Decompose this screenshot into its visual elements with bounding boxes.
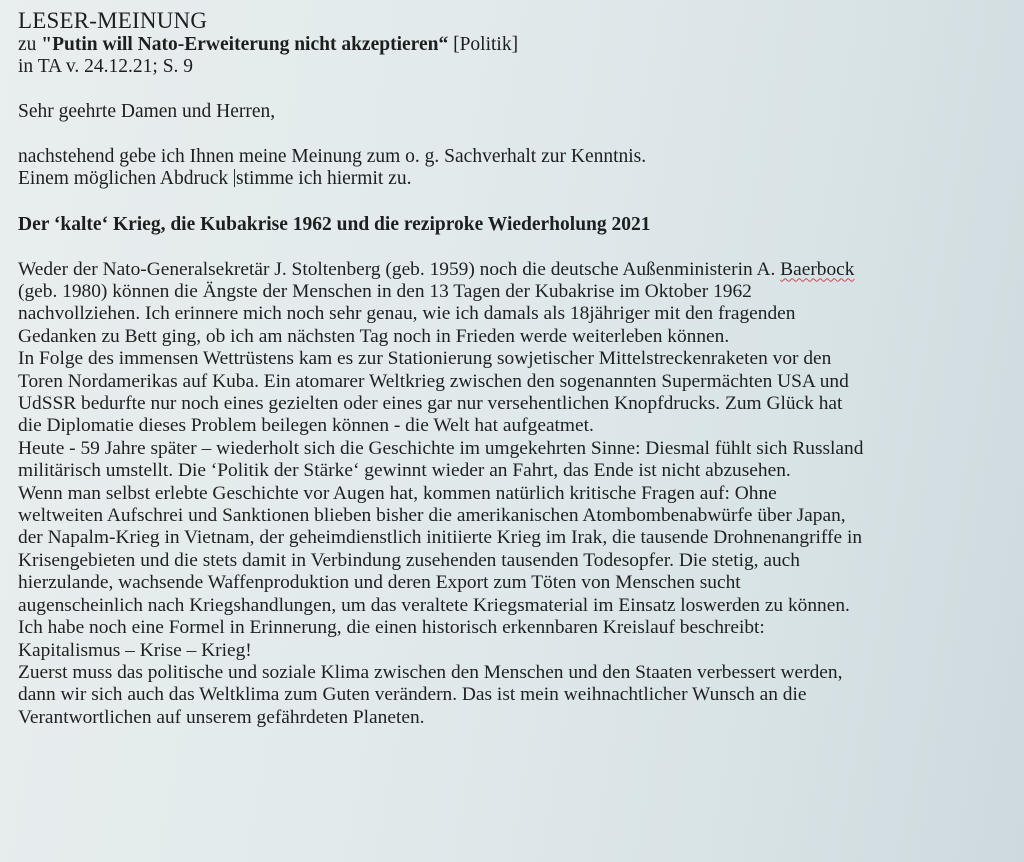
article-title: "Putin will Nato-Erweiterung nicht akzeptieren“ — [41, 34, 449, 55]
intro-line-1: nachstehend gebe ich Ihnen meine Meinung zum o. g. Sachverhalt zur Kenntnis. — [18, 146, 647, 168]
salutation: Sehr geehrte Damen und Herren, — [18, 101, 276, 122]
text-cursor-icon — [234, 169, 235, 187]
body-line-first — [18, 259, 1014, 281]
reference-prefix: zu — [18, 34, 42, 55]
body-line: Verantwortlichen auf unserem gefährdeten Planeten. — [18, 706, 425, 728]
body-line: Ich habe noch eine Formel in Erinnerung, die einen historisch erkennbaren Kreislauf beschreibt: — [18, 617, 765, 639]
body-line: Gedanken zu Bett ging, ob ich am nächsten Tag noch in Frieden werde weiterleben können. — [18, 325, 730, 347]
article-reference — [18, 34, 1014, 56]
document-page — [18, 8, 1014, 729]
intro-line-2 — [18, 168, 1014, 190]
body-line: Kapitalismus – Krise – Krieg! — [18, 639, 252, 661]
intro-line-2-end: stimme ich hiermit zu. — [236, 168, 412, 190]
body-line: Krisengebieten und die stets damit in Verbindung zusehenden tausenden Todesopfer. Die stetig, auch — [18, 549, 800, 571]
body-line: die Diplomatie dieses Problem beilegen können - die Welt hat aufgeatmet. — [18, 415, 594, 437]
source-reference: in TA v. 24.12.21; S. 9 — [18, 56, 194, 77]
body-line: weltweiten Aufschrei und Sanktionen blieben bisher die amerikanischen Atombombenabwürfe über Japan, — [18, 505, 846, 527]
body-line: Zuerst muss das politische und soziale Klima zwischen den Menschen und den Staaten verbessert werden, — [18, 661, 843, 683]
spellcheck-flagged-word: Baerbock — [780, 258, 855, 280]
body-line: (geb. 1980) können die Ängste der Menschen in den 13 Tagen der Kubakrise im Oktober 1962 — [18, 281, 752, 303]
article-section: [Politik] — [448, 34, 519, 55]
body-line: nachvollziehen. Ich erinnere mich noch sehr genau, wie ich damals als 18jähriger mit den fragenden — [18, 303, 796, 325]
body-line: Heute - 59 Jahre später – wiederholt sich die Geschichte im umgekehrten Sinne: Diesmal fühlt sich Russland — [18, 437, 864, 459]
body-line: UdSSR bedurfte nur noch eines gezielten oder eines gar nur versehentlichen Knopfdrucks. Zum Glück hat — [18, 393, 843, 415]
body-line: dann wir sich auch das Weltklima zum Guten verändern. Das ist mein weihnachtlicher Wunsch an die — [18, 684, 807, 706]
body-line: Wenn man selbst erlebte Geschichte vor Augen hat, kommen natürlich kritische Fragen auf: Ohne — [18, 482, 777, 504]
body-line: In Folge des immensen Wettrüstens kam es zur Stationierung sowjetischer Mittelstreckenraketen vor den — [18, 348, 832, 370]
body-line: der Napalm-Krieg in Vietnam, der geheimdienstlich initiierte Krieg im Irak, die tausende Drohnenangriffe in — [18, 527, 863, 549]
intro-line-2-start: Einem möglichen Abdruck — [18, 168, 233, 190]
body-line-first-text: Weder der Nato-Generalsekretär J. Stoltenberg (geb. 1959) noch die deutsche Außenministerin A. — [18, 258, 781, 280]
letter-title: LESER-MEINUNG — [18, 8, 208, 33]
letter-heading: Der ‘kalte‘ Krieg, die Kubakrise 1962 und die reziproke Wiederholung 2021 — [18, 213, 651, 235]
body-line: Toren Nordamerikas auf Kuba. Ein atomarer Weltkrieg zwischen den sogenannten Supermächten USA und — [18, 370, 849, 392]
body-line: militärisch umstellt. Die ‘Politik der Stärke‘ gewinnt wieder an Fahrt, das Ende ist nicht abzusehen. — [18, 460, 791, 482]
body-line: hierzulande, wachsende Waffenproduktion und deren Export zum Töten von Menschen sucht — [18, 572, 741, 594]
letter-body — [18, 259, 1014, 730]
body-line: augenscheinlich nach Kriegshandlungen, um das veraltete Kriegsmaterial im Einsatz loswerden zu können. — [18, 594, 850, 616]
